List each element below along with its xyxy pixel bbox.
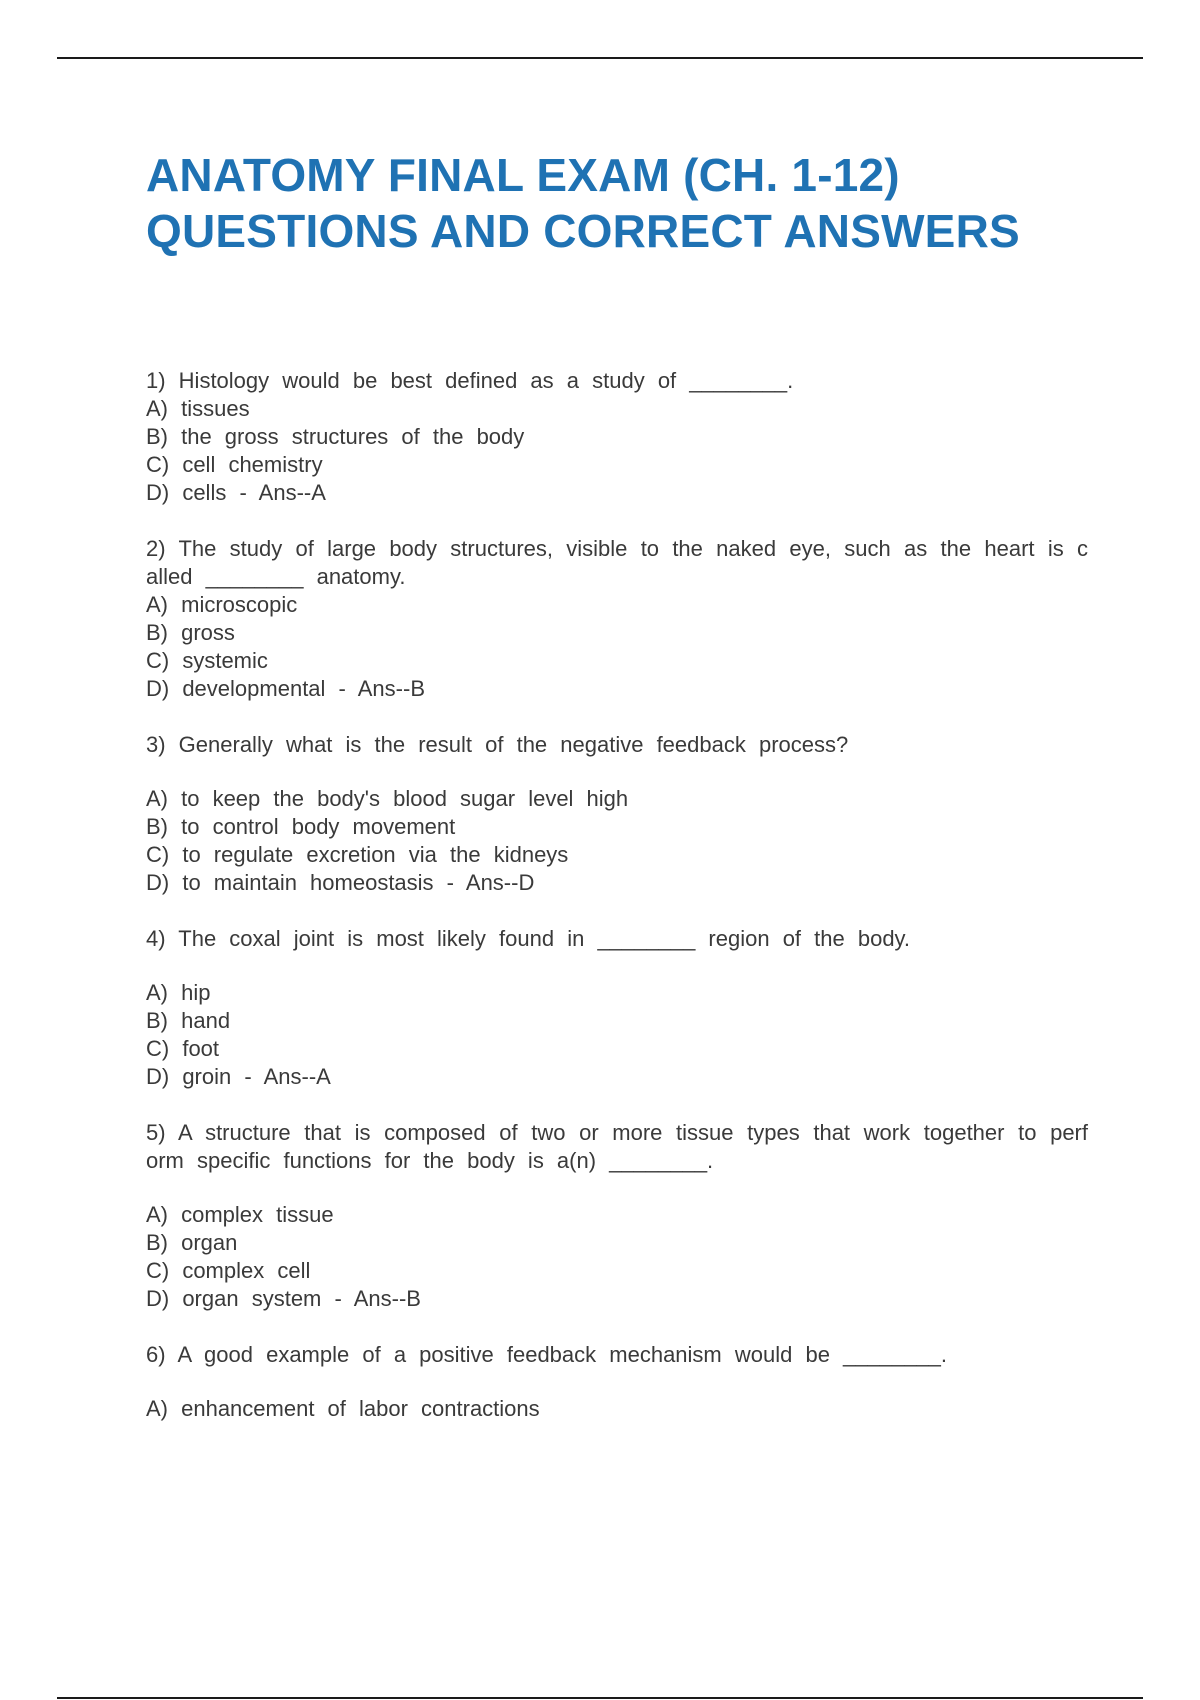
answer-option: D) groin - Ans--A: [146, 1064, 331, 1089]
answer-option: C) foot: [146, 1036, 220, 1061]
answer-option: A) hip: [146, 980, 211, 1005]
answer-options: [146, 395, 1088, 507]
answer-option: B) gross: [146, 620, 235, 645]
answer-option: B) the gross structures of the body: [146, 424, 525, 449]
answer-option: D) to maintain homeostasis - Ans--D: [146, 870, 535, 895]
bottom-rule: [57, 1697, 1143, 1699]
answer-option: B) organ: [146, 1230, 238, 1255]
answer-option: C) complex cell: [146, 1258, 311, 1283]
question-list: [146, 367, 1088, 1451]
answer-options: [146, 591, 1088, 703]
answer-option: D) developmental - Ans--B: [146, 676, 425, 701]
answer-option: A) tissues: [146, 396, 250, 421]
answer-option: C) cell chemistry: [146, 452, 323, 477]
question-1: [146, 367, 1088, 507]
answer-option: C) systemic: [146, 648, 268, 673]
question-text: 2) The study of large body structures, visible to the naked eye, such as the heart is called ________ anatomy.: [146, 536, 1088, 589]
answer-option: A) microscopic: [146, 592, 298, 617]
answer-options: [146, 785, 1088, 897]
answer-options: [146, 979, 1088, 1091]
answer-option: A) complex tissue: [146, 1202, 334, 1227]
document-title: ANATOMY FINAL EXAM (CH. 1-12) QUESTIONS AND CORRECT ANSWERS: [146, 149, 1020, 257]
question-4: [146, 925, 1088, 1091]
question-6: [146, 1341, 1088, 1423]
question-text: 4) The coxal joint is most likely found in ________ region of the body.: [146, 926, 911, 951]
answer-option: D) cells - Ans--A: [146, 480, 326, 505]
question-5: [146, 1119, 1088, 1313]
answer-options: [146, 1201, 1088, 1313]
question-2: [146, 535, 1088, 703]
top-rule: [57, 57, 1143, 59]
question-text: 6) A good example of a positive feedback mechanism would be ________.: [146, 1342, 948, 1367]
answer-option: C) to regulate excretion via the kidneys: [146, 842, 569, 867]
answer-option: A) enhancement of labor contractions: [146, 1396, 540, 1421]
question-text: 3) Generally what is the result of the negative feedback process?: [146, 732, 849, 757]
question-text: 5) A structure that is composed of two or more tissue types that work together to perform specific functions for the body is a(n) ________.: [146, 1120, 1088, 1173]
question-3: [146, 731, 1088, 897]
answer-option: B) to control body movement: [146, 814, 456, 839]
question-text: 1) Histology would be best defined as a study of ________.: [146, 368, 794, 393]
answer-option: D) organ system - Ans--B: [146, 1286, 421, 1311]
answer-options: [146, 1395, 1088, 1423]
answer-option: B) hand: [146, 1008, 231, 1033]
answer-option: A) to keep the body's blood sugar level high: [146, 786, 629, 811]
